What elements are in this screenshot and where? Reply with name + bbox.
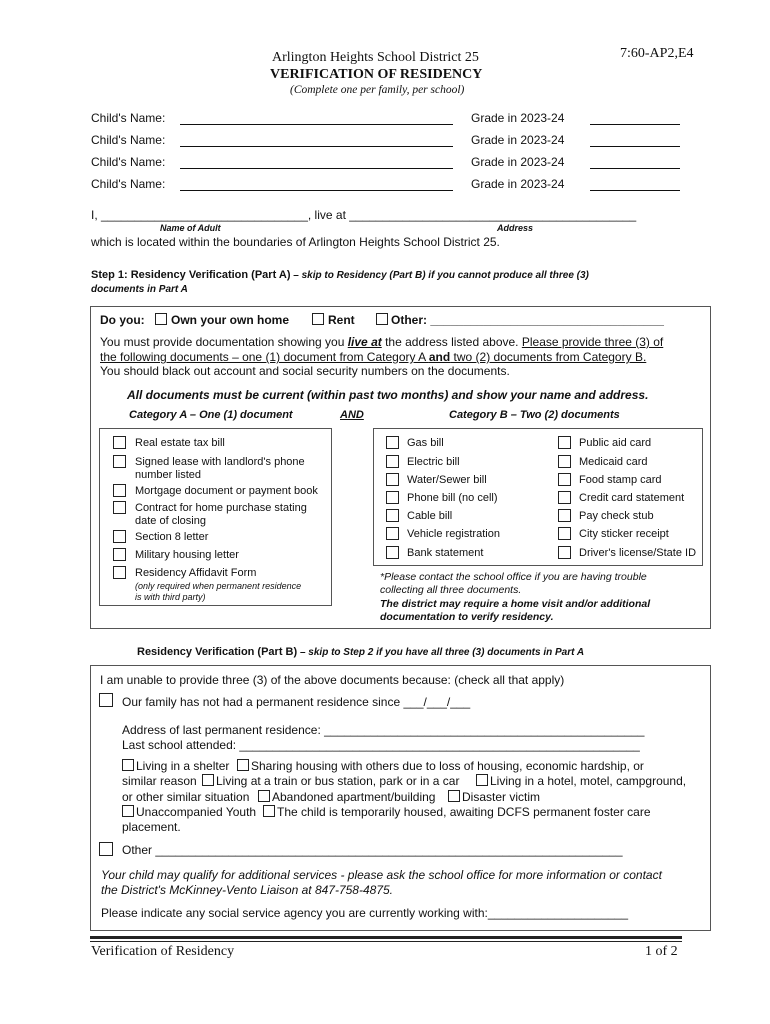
mortgage-checkbox[interactable] [113, 484, 126, 497]
train-checkbox[interactable] [202, 774, 214, 786]
footer-rule [90, 936, 682, 939]
sharing-label: Sharing housing with others due to loss of housing, economic hardship, or [251, 759, 644, 773]
no-permanent-checkbox[interactable] [99, 693, 113, 707]
food-stamp-checkbox[interactable] [558, 473, 571, 486]
district-note: The district may require a home visit and/or additional [380, 598, 651, 610]
agency-blank: ____ [601, 906, 629, 920]
child-name-field[interactable] [180, 168, 453, 169]
sharing-checkbox[interactable] [237, 759, 249, 771]
other-similar-label: or other similar situation [122, 790, 250, 804]
disaster-checkbox[interactable] [448, 790, 460, 802]
own-home-checkbox[interactable] [155, 313, 167, 325]
water-bill-checkbox[interactable] [386, 473, 399, 486]
boundary-text: which is located within the boundaries of Arlington Heights School District 25. [91, 235, 500, 249]
military-checkbox[interactable] [113, 548, 126, 561]
list-item: Military housing letter [135, 549, 239, 561]
current-documents-note: All documents must be current (within past two months) and show your name and address. [127, 388, 649, 402]
list-item: Medicaid card [579, 456, 648, 468]
unaccompanied-checkbox[interactable] [122, 805, 134, 817]
district-note: documentation to verify residency. [380, 611, 554, 623]
step1-heading [91, 269, 589, 281]
list-item: Pay check stub [579, 510, 654, 522]
grade-label: Grade in 2023-24 [471, 155, 565, 169]
own-home-label: Own your own home [171, 313, 290, 327]
list-item: Phone bill (no cell) [407, 492, 498, 504]
list-item: Gas bill [407, 437, 444, 449]
grade-label: Grade in 2023-24 [471, 133, 565, 147]
credit-card-checkbox[interactable] [558, 491, 571, 504]
rent-label: Rent [328, 313, 355, 327]
list-item: Signed lease with landlord's phone [135, 456, 305, 468]
instr-text: the address listed above. [381, 335, 522, 349]
list-item: City sticker receipt [579, 528, 669, 540]
disaster-label: Disaster victim [462, 790, 541, 804]
name-of-adult-caption: Name of Adult [160, 223, 221, 233]
policy-code: 7:60-AP2,E4 [620, 46, 694, 61]
child-name-label: Child's Name: [91, 177, 166, 191]
category-a-box [99, 428, 332, 606]
contact-note: *Please contact the school office if you are having trouble [380, 571, 647, 583]
affidavit-checkbox[interactable] [113, 566, 126, 579]
address-caption: Address [497, 223, 534, 233]
affidavit-note: is with third party) [135, 592, 206, 602]
child-name-label: Child's Name: [91, 133, 166, 147]
page-subtitle: (Complete one per family, per school) [290, 84, 465, 96]
list-item: date of closing [135, 515, 206, 527]
electric-bill-checkbox[interactable] [386, 455, 399, 468]
part-b-heading-italic: – skip to Step 2 if you have all three (3) documents in Part A [297, 647, 585, 658]
no-permanent-text[interactable]: Our family has not had a permanent residence since ___/___/___ [122, 695, 471, 709]
live-at-emphasis: live at [347, 335, 382, 349]
drivers-license-checkbox[interactable] [558, 546, 571, 559]
other-reason-checkbox[interactable] [99, 842, 113, 856]
medicaid-checkbox[interactable] [558, 455, 571, 468]
last-school-field[interactable]: Last school attended: ____________________________________________________________ [122, 738, 640, 752]
step1-heading-italic: – skip to Residency (Part B) if you cannot produce all three (3) [290, 270, 589, 281]
list-item: Electric bill [407, 456, 460, 468]
hotel-label: Living in a hotel, motel, campground, [490, 774, 687, 788]
list-item: Credit card statement [579, 492, 685, 504]
shelter-label: Living in a shelter [136, 759, 230, 773]
instr-text: You must provide documentation showing you [100, 335, 348, 349]
train-label: Living at a train or bus station, park or in a car [216, 774, 460, 788]
temporarily-housed-checkbox[interactable] [263, 805, 275, 817]
list-item: Driver's license/State ID [579, 547, 697, 559]
similar-reason-label: similar reason [122, 774, 197, 788]
list-item: Cable bill [407, 510, 453, 522]
category-b-heading: Category B – Two (2) documents [449, 409, 620, 421]
list-item: Food stamp card [579, 474, 662, 486]
pay-check-checkbox[interactable] [558, 509, 571, 522]
contact-note: collecting all three documents. [380, 584, 522, 596]
agency-field[interactable] [101, 906, 628, 920]
child-name-label: Child's Name: [91, 111, 166, 125]
instr-text: the following documents – one (1) document from Category A [100, 350, 429, 364]
other-reason-field[interactable]: Other ______________________________________________________________________ [122, 843, 623, 857]
grade-field[interactable] [590, 124, 680, 125]
page-title: VERIFICATION OF RESIDENCY [270, 67, 483, 82]
services-note: Your child may qualify for additional services - please ask the school office for more information or contact [101, 868, 662, 882]
unaccompanied-label: Unaccompanied Youth [136, 805, 257, 819]
part-b-heading [137, 646, 584, 658]
child-name-field[interactable] [180, 190, 453, 191]
services-note: the District's McKinney-Vento Liaison at 847-758-4875. [101, 883, 394, 897]
step1-heading-line2: documents in Part A [91, 284, 188, 295]
contract-checkbox[interactable] [113, 501, 126, 514]
other-field[interactable]: Other: ___________________________________ [391, 313, 664, 327]
grade-field[interactable] [590, 168, 680, 169]
child-name-field[interactable] [180, 146, 453, 147]
district-name: Arlington Heights School District 25 [272, 50, 479, 65]
other-checkbox[interactable] [376, 313, 388, 325]
last-address-field[interactable]: Address of last permanent residence: ________________________________________________ [122, 723, 645, 737]
page-number: 1 of 2 [645, 944, 678, 959]
list-item: Mortgage document or payment book [135, 485, 318, 497]
footer-rule-thin [90, 941, 682, 942]
lease-checkbox[interactable] [113, 455, 126, 468]
and-emphasis: and [428, 350, 451, 364]
section8-checkbox[interactable] [113, 530, 126, 543]
unable-text: I am unable to provide three (3) of the above documents because: (check all that apply) [100, 673, 565, 687]
declaration-line[interactable]: I, _______________________________, live at ___________________________________________ [91, 208, 637, 222]
rent-checkbox[interactable] [312, 313, 324, 325]
list-item: Public aid card [579, 437, 652, 449]
city-sticker-checkbox[interactable] [558, 527, 571, 540]
instr-text: two (2) documents from Category B. [450, 350, 647, 364]
temporarily-housed-label: The child is temporarily housed, awaiting DCFS permanent foster care [277, 805, 651, 819]
instructions-line1 [100, 335, 663, 349]
step1-heading-bold: Step 1: Residency Verification (Part A) [91, 269, 291, 281]
category-a-heading: Category A – One (1) document [129, 409, 293, 421]
gas-bill-checkbox[interactable] [386, 436, 399, 449]
grade-field[interactable] [590, 190, 680, 191]
instructions-line3: You should black out account and social security numbers on the documents. [100, 364, 510, 378]
vehicle-registration-checkbox[interactable] [386, 527, 399, 540]
footer-title: Verification of Residency [91, 944, 235, 959]
list-item: Residency Affidavit Form [135, 567, 257, 579]
bank-statement-checkbox[interactable] [386, 546, 399, 559]
list-item: Section 8 letter [135, 531, 209, 543]
phone-bill-checkbox[interactable] [386, 491, 399, 504]
and-label: AND [340, 409, 364, 421]
shelter-checkbox[interactable] [122, 759, 134, 771]
child-name-field[interactable] [180, 124, 453, 125]
list-item: Contract for home purchase stating [135, 502, 307, 514]
cable-bill-checkbox[interactable] [386, 509, 399, 522]
do-you-label: Do you: [100, 313, 145, 327]
real-estate-checkbox[interactable] [113, 436, 126, 449]
part-b-heading-bold: Residency Verification (Part B) [137, 646, 298, 658]
grade-field[interactable] [590, 146, 680, 147]
hotel-checkbox[interactable] [476, 774, 488, 786]
public-aid-checkbox[interactable] [558, 436, 571, 449]
affidavit-note: (only required when permanent residence [135, 581, 302, 591]
grade-label: Grade in 2023-24 [471, 177, 565, 191]
abandoned-checkbox[interactable] [258, 790, 270, 802]
list-item: Real estate tax bill [135, 437, 225, 449]
instructions-line2 [100, 350, 646, 364]
list-item: Water/Sewer bill [407, 474, 487, 486]
placement-label: placement. [122, 820, 181, 834]
list-item: Bank statement [407, 547, 484, 559]
list-item: number listed [135, 469, 202, 481]
instr-underline: Please provide three (3) of [521, 335, 664, 349]
list-item: Vehicle registration [407, 528, 500, 540]
abandoned-label: Abandoned apartment/building [272, 790, 436, 804]
child-name-label: Child's Name: [91, 155, 166, 169]
agency-label: Please indicate any social service agency you are currently working with:_________________ [101, 906, 602, 920]
grade-label: Grade in 2023-24 [471, 111, 565, 125]
